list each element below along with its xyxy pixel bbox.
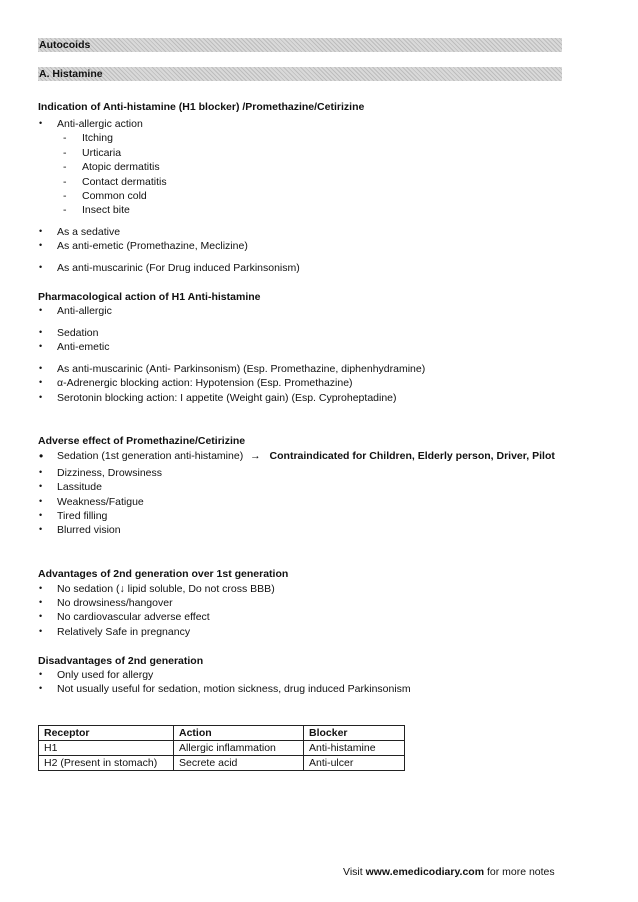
bullet-icon: • xyxy=(39,496,43,506)
indication-heading: Indication of Anti-histamine (H1 blocker) /Promethazine/Cetirizine xyxy=(38,101,365,113)
table-header-cell: Action xyxy=(174,726,304,741)
bullet-icon: • xyxy=(39,363,43,373)
advantages-heading: Advantages of 2nd generation over 1st generation xyxy=(38,568,289,580)
footer-note: Visit www.emedicodiary.com for more notes xyxy=(343,866,555,878)
bullet-icon: • xyxy=(39,341,43,351)
dash-icon: - xyxy=(63,204,67,216)
table-header-row xyxy=(39,726,405,741)
table-cell: Anti-ulcer xyxy=(304,756,405,771)
footer-site-link[interactable]: www.emedicodiary.com xyxy=(365,866,485,878)
bullet-icon: • xyxy=(39,262,43,272)
bullet-icon: • xyxy=(39,524,43,534)
table-cell: H1 xyxy=(39,741,174,756)
bullet-icon: • xyxy=(39,583,43,593)
bullet-icon: • xyxy=(39,377,43,387)
adverse-sedation-text: Sedation (1st generation anti-histamine) xyxy=(57,450,244,462)
bullet-icon: • xyxy=(39,669,43,679)
arrow-right-icon: → xyxy=(250,450,261,462)
bullet-icon: • xyxy=(39,392,43,402)
section-bar-histamine: A. Histamine xyxy=(38,67,562,81)
adverse-heading: Adverse effect of Promethazine/Cetirizine xyxy=(38,435,246,447)
table-header-cell: Receptor xyxy=(39,726,174,741)
pharmacological-heading: Pharmacological action of H1 Anti-histamine xyxy=(38,291,261,303)
table-row xyxy=(39,756,405,771)
bullet-icon: • xyxy=(39,327,43,337)
bullet-icon: • xyxy=(39,611,43,621)
bullet-icon: • xyxy=(39,597,43,607)
bullet-icon: • xyxy=(39,683,43,693)
table-row xyxy=(39,741,405,756)
bullet-icon: • xyxy=(39,467,43,477)
bullet-icon: • xyxy=(39,305,43,315)
bullet-icon: • xyxy=(39,240,43,250)
dash-icon: - xyxy=(63,190,67,202)
dash-icon: - xyxy=(63,147,67,159)
dash-icon: - xyxy=(63,176,67,188)
table-cell: H2 (Present in stomach) xyxy=(39,756,174,771)
dash-icon: - xyxy=(63,161,67,173)
dash-icon: - xyxy=(63,132,67,144)
bullet-icon: • xyxy=(39,449,44,463)
bullet-icon: • xyxy=(39,118,43,128)
bullet-icon: • xyxy=(39,510,43,520)
bullet-icon: • xyxy=(39,481,43,491)
bullet-icon: • xyxy=(39,226,43,236)
table-header-cell: Blocker xyxy=(304,726,405,741)
disadvantages-heading: Disadvantages of 2nd generation xyxy=(38,655,204,667)
section-bar-autocoids: Autocoids xyxy=(38,38,562,52)
contraindication-text: Contraindicated for Children, Elderly person, Driver, Pilot xyxy=(269,450,555,462)
receptor-table xyxy=(38,725,405,771)
bullet-icon: • xyxy=(39,626,43,636)
table-cell: Allergic inflammation xyxy=(174,741,304,756)
table-cell: Anti-histamine xyxy=(304,741,405,756)
table-cell: Secrete acid xyxy=(174,756,304,771)
